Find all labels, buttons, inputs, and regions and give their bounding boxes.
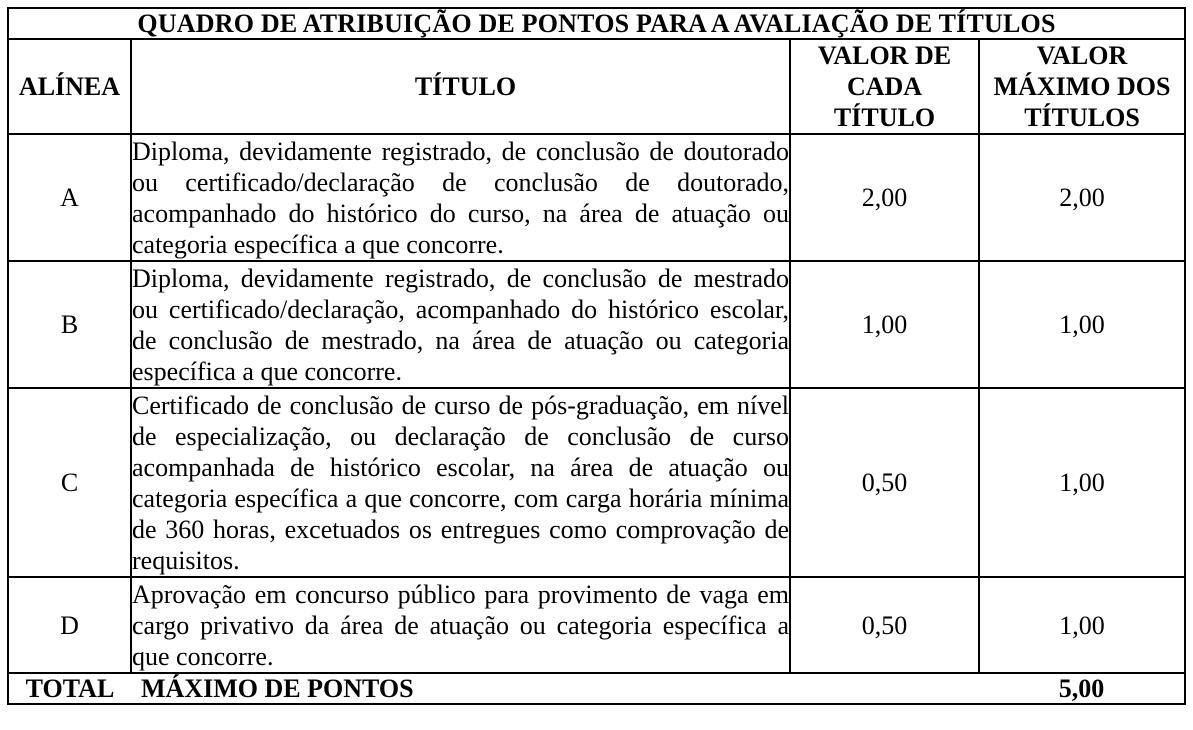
row-alinea: B [8,261,131,388]
header-valor-max-line2: MÁXIMO DOS [993,72,1171,101]
row-valor-max: 1,00 [979,261,1185,388]
row-valor-max: 1,00 [979,577,1185,673]
row-alinea: A [8,134,131,261]
header-valor-max [979,39,1185,134]
header-valor-cada [790,39,979,134]
table-row [8,261,1185,388]
row-valor-max: 1,00 [979,388,1185,577]
header-valor-max-line1: VALOR [1036,41,1128,70]
total-spacer [790,673,979,704]
total-label: TOTAL [8,673,131,704]
row-titulo: Diploma, devidamente registrado, de conclusão de mestrado ou certificado/declaração, acompanhado do histórico escolar, de conclusão de mestrado, na área de atuação ou categoria específica a que concorre. [131,261,790,388]
row-titulo: Certificado de conclusão de curso de pós-graduação, em nível de especialização, ou declaração de conclusão de curso acompanhada de histórico escolar, na área de atuação ou categoria específica a que concorre, com carga horária mínima de 360 horas, excetuados os entregues como comprovação de requisitos. [131,388,790,577]
row-valor-cada: 0,50 [790,388,979,577]
header-valor-cada-line1: VALOR DE [817,41,952,70]
row-titulo: Aprovação em concurso público para provimento de vaga em cargo privativo da área de atuação ou categoria específica a que concorre. [131,577,790,673]
row-alinea: C [8,388,131,577]
row-valor-cada: 1,00 [790,261,979,388]
total-row [8,673,1185,704]
table-title: QUADRO DE ATRIBUIÇÃO DE PONTOS PARA A AVALIAÇÃO DE TÍTULOS [8,8,1185,39]
total-desc: MÁXIMO DE PONTOS [131,673,790,704]
total-value: 5,00 [979,673,1185,704]
table-row [8,388,1185,577]
table-row [8,577,1185,673]
row-valor-cada: 0,50 [790,577,979,673]
row-alinea: D [8,577,131,673]
table-row [8,134,1185,261]
header-valor-cada-line3: TÍTULO [833,103,936,132]
header-alinea: ALÍNEA [8,39,131,134]
pontos-table [7,7,1186,705]
row-valor-max: 2,00 [979,134,1185,261]
header-row [8,39,1185,134]
header-titulo: TÍTULO [131,39,790,134]
table-title-row [8,8,1185,39]
header-valor-max-line3: TÍTULOS [1024,103,1140,132]
row-valor-cada: 2,00 [790,134,979,261]
header-valor-cada-line2: CADA [846,72,923,101]
row-titulo: Diploma, devidamente registrado, de conclusão de doutorado ou certificado/declaração de conclusão de doutorado, acompanhado do histórico do curso, na área de atuação ou categoria específica a que concorre. [131,134,790,261]
